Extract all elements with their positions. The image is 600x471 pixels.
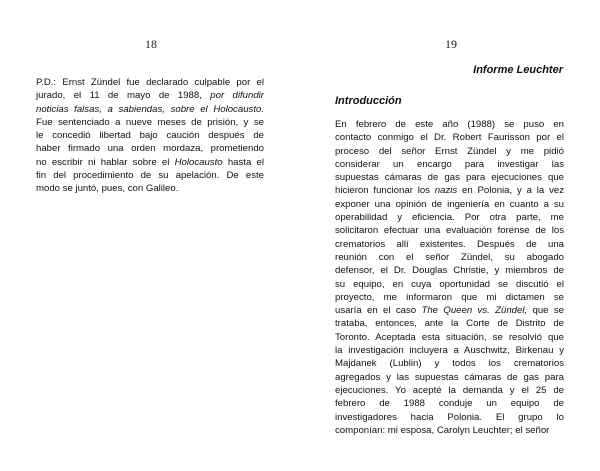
text-line: crematorios allí existentes. Después de una (335, 238, 564, 250)
right-page (300, 0, 600, 471)
text-line: contacto conmigo el Dr. Robert Faurisson por el (335, 132, 564, 144)
page-number: 19 (445, 37, 457, 51)
text-line: solicitaron efectuar una evaluación forense de los (335, 225, 564, 237)
text-line: noticias falsas, a sabiendas, sobre el Holocausto. (36, 103, 264, 115)
text-line: componían: mi esposa, Carolyn Leuchter; el señor (335, 424, 550, 436)
section-heading: Introducción (335, 95, 402, 107)
text-line: fin del procedimiento de su apelación. De este (36, 170, 264, 182)
text-line: defensor, el Dr. Douglas Christie, y miembros de (335, 265, 564, 277)
text-line: la investigación incluyera a Auschwitz, Birkenau y (335, 345, 564, 357)
text-line: trataba, entonces, ante la Corte de Distrito de (335, 318, 564, 330)
text-line: operabilidad y eficiencia. Por otra parte, me (335, 212, 564, 224)
postscript-paragraph (36, 76, 264, 196)
text-line: no escribir ni hablar sobre el Holocausto hasta el (36, 156, 264, 168)
text-line: supuestas cámaras de gas para ejecuciones que (335, 172, 564, 184)
text-line: modo se juntó, pues, con Galileo. (36, 183, 179, 195)
text-line: considerar un encargo para investigar las (335, 158, 564, 170)
text-line: hicieron funcionar los nazis en Polonia, y a la vez (335, 185, 564, 197)
report-title: Informe Leuchter (473, 64, 563, 76)
text-line: su equipo, en cuya oportunidad se discutió el (335, 278, 564, 290)
text-line: Toronto. Aceptada esta situación, se resolvió que (335, 331, 564, 343)
text-line: febrero de 1988 conduje un equipo de (335, 398, 564, 410)
text-line: agregados y las supuestas cámaras de gas para (335, 371, 564, 383)
text-line: proceso del señor Ernst Zündel y me pidió (335, 145, 564, 157)
text-line: proyecto, me informaron que mi dictamen se (335, 291, 564, 303)
text-line: ejecuciones. Yo acepté la demanda y el 25 de (335, 384, 564, 396)
text-line: Fue sentenciado a nueve meses de prisión, y se (36, 116, 264, 128)
page-number: 18 (145, 37, 157, 51)
text-line: P.D.: Ernst Zündel fue declarado culpable por el (36, 77, 264, 88)
text-line: usaría en el caso The Queen vs. Zündel, que se (335, 305, 564, 317)
text-line: Majdanek (Lublin) y todos los crematorios (335, 358, 564, 370)
text-line: le concedió libertad bajo caución después de (36, 130, 264, 142)
text-line: En febrero de este año (1988) se puso en (335, 119, 564, 130)
text-line: reunión con el señor Zündel, su abogado (335, 251, 564, 263)
introduction-paragraph (335, 118, 564, 437)
text-line: exponer una opinión de ingeniería en cuanto a su (335, 198, 564, 210)
text-line: haber firmado una orden mordaza, prometiendo (36, 143, 264, 155)
text-line: jurado, el 11 de mayo de 1988, por difundir (36, 90, 264, 102)
text-line: investigadores hacia Polonia. El grupo lo (335, 411, 564, 423)
